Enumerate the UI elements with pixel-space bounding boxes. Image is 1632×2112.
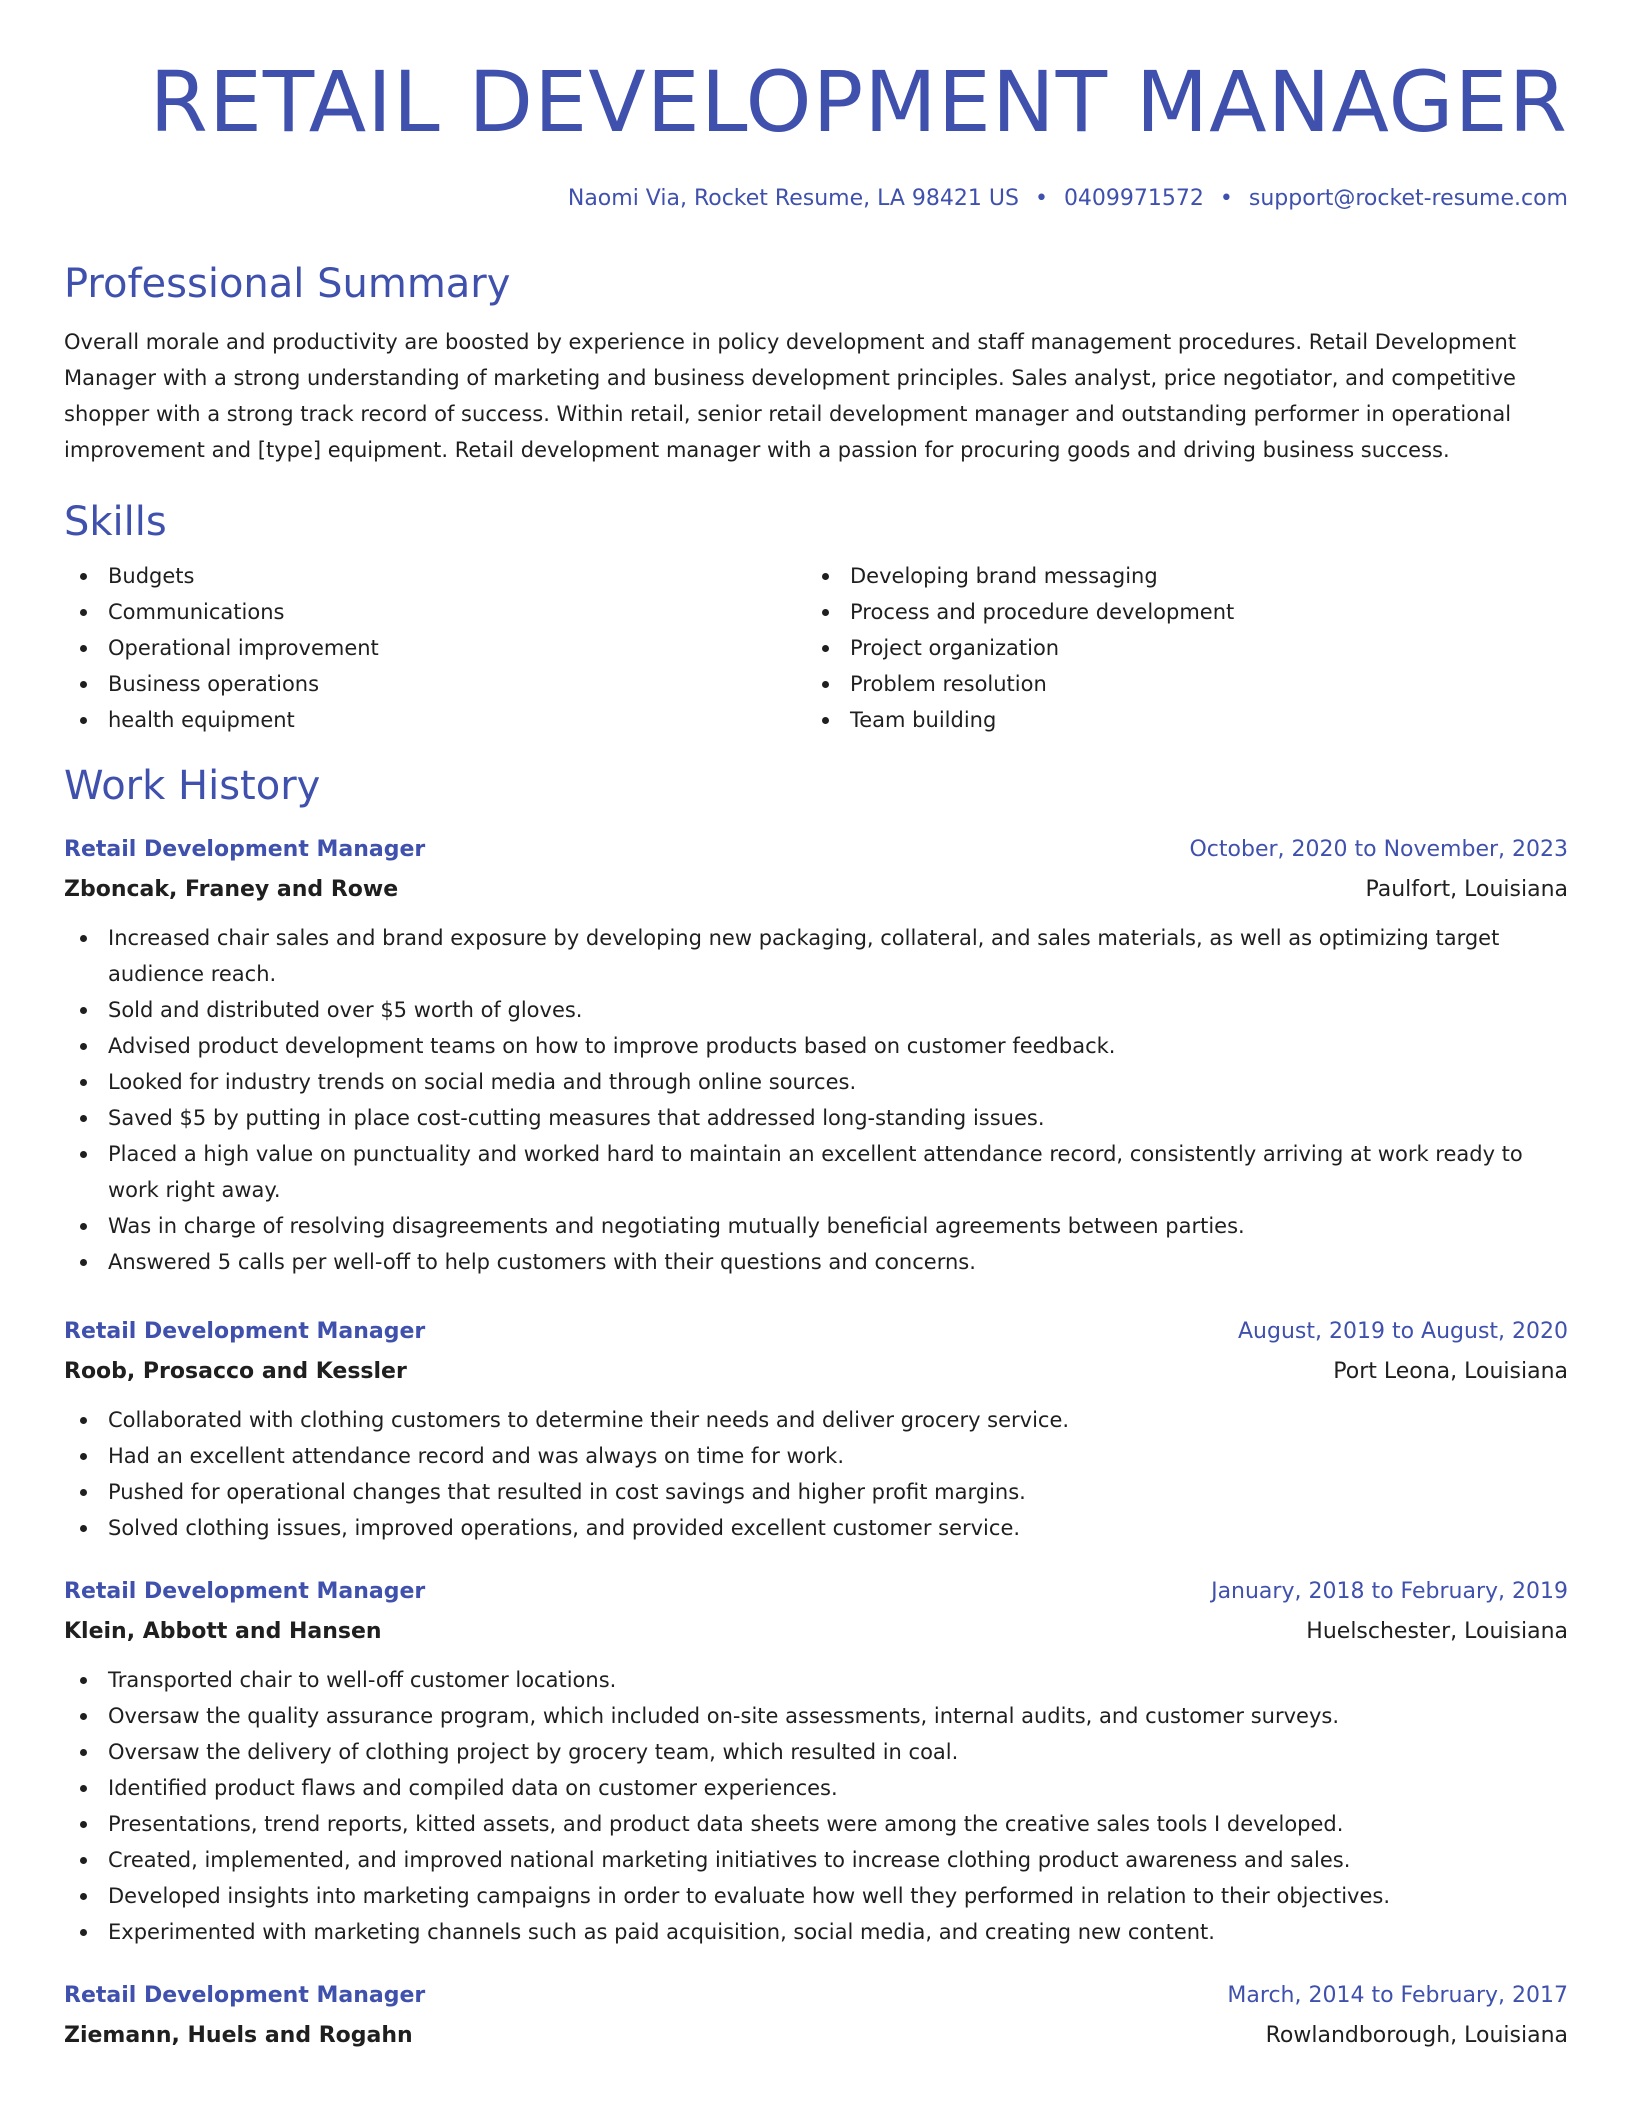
job-company: Zboncak, Franey and Rowe [64, 877, 399, 902]
job-bullet: Oversaw the quality assurance program, which included on-site assessments, internal audits, and customer surveys. [64, 1698, 1568, 1734]
job-dates: August, 2019 to August, 2020 [1238, 1319, 1568, 1344]
job-title: Retail Development Manager [64, 1579, 426, 1604]
job-bullet: Oversaw the delivery of clothing project by grocery team, which resulted in coal. [64, 1734, 1568, 1770]
job-bullet: Had an excellent attendance record and was always on time for work. [64, 1438, 1568, 1474]
job-bullet-list [64, 1662, 1568, 1950]
job-bullet-list [64, 1402, 1568, 1546]
job-bullet: Placed a high value on punctuality and worked hard to maintain an excellent attendance record, consistently arriving at work ready to work right away. [64, 1136, 1568, 1208]
job-dates: March, 2014 to February, 2017 [1227, 1983, 1568, 2008]
job-bullet-list [64, 920, 1568, 1280]
job-header [64, 832, 1568, 868]
job-subheader [64, 1354, 1568, 1390]
job-dates: October, 2020 to November, 2023 [1189, 837, 1568, 862]
job-entry [64, 1314, 1568, 1546]
skill-item: Developing brand messaging [806, 558, 1548, 594]
job-bullet: Increased chair sales and brand exposure by developing new packaging, collateral, and sales materials, as well as optimizing target audience reach. [64, 920, 1568, 992]
contact-address: Naomi Via, Rocket Resume, LA 98421 US [567, 186, 1019, 211]
job-title: Retail Development Manager [64, 837, 426, 862]
job-bullet: Answered 5 calls per well-off to help customers with their questions and concerns. [64, 1244, 1568, 1280]
job-subheader [64, 872, 1568, 908]
job-company: Klein, Abbott and Hansen [64, 1619, 382, 1644]
job-bullet: Experimented with marketing channels such as paid acquisition, social media, and creating new content. [64, 1914, 1568, 1950]
skill-item: Operational improvement [64, 630, 806, 666]
job-location: Paulfort, Louisiana [1365, 877, 1568, 902]
job-bullet: Pushed for operational changes that resulted in cost savings and higher profit margins. [64, 1474, 1568, 1510]
skill-item: Problem resolution [806, 666, 1548, 702]
job-header [64, 1574, 1568, 1610]
resume-page [64, 0, 1568, 2054]
job-bullet: Presentations, trend reports, kitted assets, and product data sheets were among the creative sales tools I developed. [64, 1806, 1568, 1842]
professional-summary-section [64, 258, 1568, 468]
contact-line [64, 184, 1568, 214]
section-title-summary: Professional Summary [64, 261, 511, 307]
job-location: Port Leona, Louisiana [1333, 1359, 1568, 1384]
job-subheader [64, 2018, 1568, 2054]
job-bullet: Developed insights into marketing campaigns in order to evaluate how well they performed in relation to their objectives. [64, 1878, 1568, 1914]
skill-item: Project organization [806, 630, 1548, 666]
skill-item: Budgets [64, 558, 806, 594]
job-bullet: Solved clothing issues, improved operations, and provided excellent customer service. [64, 1510, 1568, 1546]
job-bullet: Looked for industry trends on social media and through online sources. [64, 1064, 1568, 1100]
contact-separator: • [1219, 186, 1233, 211]
job-bullet: Created, implemented, and improved national marketing initiatives to increase clothing product awareness and sales. [64, 1842, 1568, 1878]
job-bullet: Advised product development teams on how to improve products based on customer feedback. [64, 1028, 1568, 1064]
skill-item: health equipment [64, 702, 806, 738]
job-header [64, 1978, 1568, 2014]
contact-phone[interactable]: 0409971572 [1063, 186, 1204, 211]
job-bullet: Was in charge of resolving disagreements and negotiating mutually beneficial agreements between parties. [64, 1208, 1568, 1244]
job-location: Rowlandborough, Louisiana [1265, 2023, 1568, 2048]
job-header [64, 1314, 1568, 1350]
skills-list-right [806, 558, 1548, 738]
contact-email[interactable]: support@rocket-resume.com [1248, 186, 1568, 211]
job-company: Roob, Prosacco and Kessler [64, 1359, 407, 1384]
skill-item: Process and procedure development [806, 594, 1548, 630]
job-bullet: Transported chair to well-off customer locations. [64, 1662, 1568, 1698]
skill-item: Team building [806, 702, 1548, 738]
job-entry [64, 832, 1568, 1280]
skills-grid [64, 558, 1568, 738]
resume-title: RETAIL DEVELOPMENT MANAGER [149, 53, 1568, 151]
job-dates: January, 2018 to February, 2019 [1211, 1579, 1568, 1604]
job-location: Huelschester, Louisiana [1306, 1619, 1568, 1644]
job-bullet: Identified product flaws and compiled data on customer experiences. [64, 1770, 1568, 1806]
job-company: Ziemann, Huels and Rogahn [64, 2023, 413, 2048]
skills-column-left [64, 558, 806, 738]
job-title: Retail Development Manager [64, 1319, 426, 1344]
job-title: Retail Development Manager [64, 1983, 426, 2008]
job-entry [64, 1978, 1568, 2054]
contact-separator: • [1034, 186, 1048, 211]
skills-column-right [806, 558, 1548, 738]
skill-item: Business operations [64, 666, 806, 702]
skills-section [64, 496, 1568, 738]
skills-list-left [64, 558, 806, 738]
job-bullet: Collaborated with clothing customers to determine their needs and deliver grocery service. [64, 1402, 1568, 1438]
job-subheader [64, 1614, 1568, 1650]
skill-item: Communications [64, 594, 806, 630]
summary-text: Overall morale and productivity are boosted by experience in policy development and staff management procedures. Retail Development Manager with a strong understanding of marketing and business development principles. Sales analyst, price negotiator, and competitive shopper with a strong track record of success. Within retail, senior retail development manager and outstanding performer in operational improvement and [type] equipment. Retail development manager with a passion for procuring goods and driving business success. [64, 330, 1517, 462]
job-entry [64, 1574, 1568, 1950]
job-bullet: Sold and distributed over $5 worth of gloves. [64, 992, 1568, 1028]
section-title-work-history: Work History [64, 763, 321, 809]
work-history-section [64, 760, 1568, 2054]
section-title-skills: Skills [64, 499, 167, 545]
job-bullet: Saved $5 by putting in place cost-cutting measures that addressed long-standing issues. [64, 1100, 1568, 1136]
